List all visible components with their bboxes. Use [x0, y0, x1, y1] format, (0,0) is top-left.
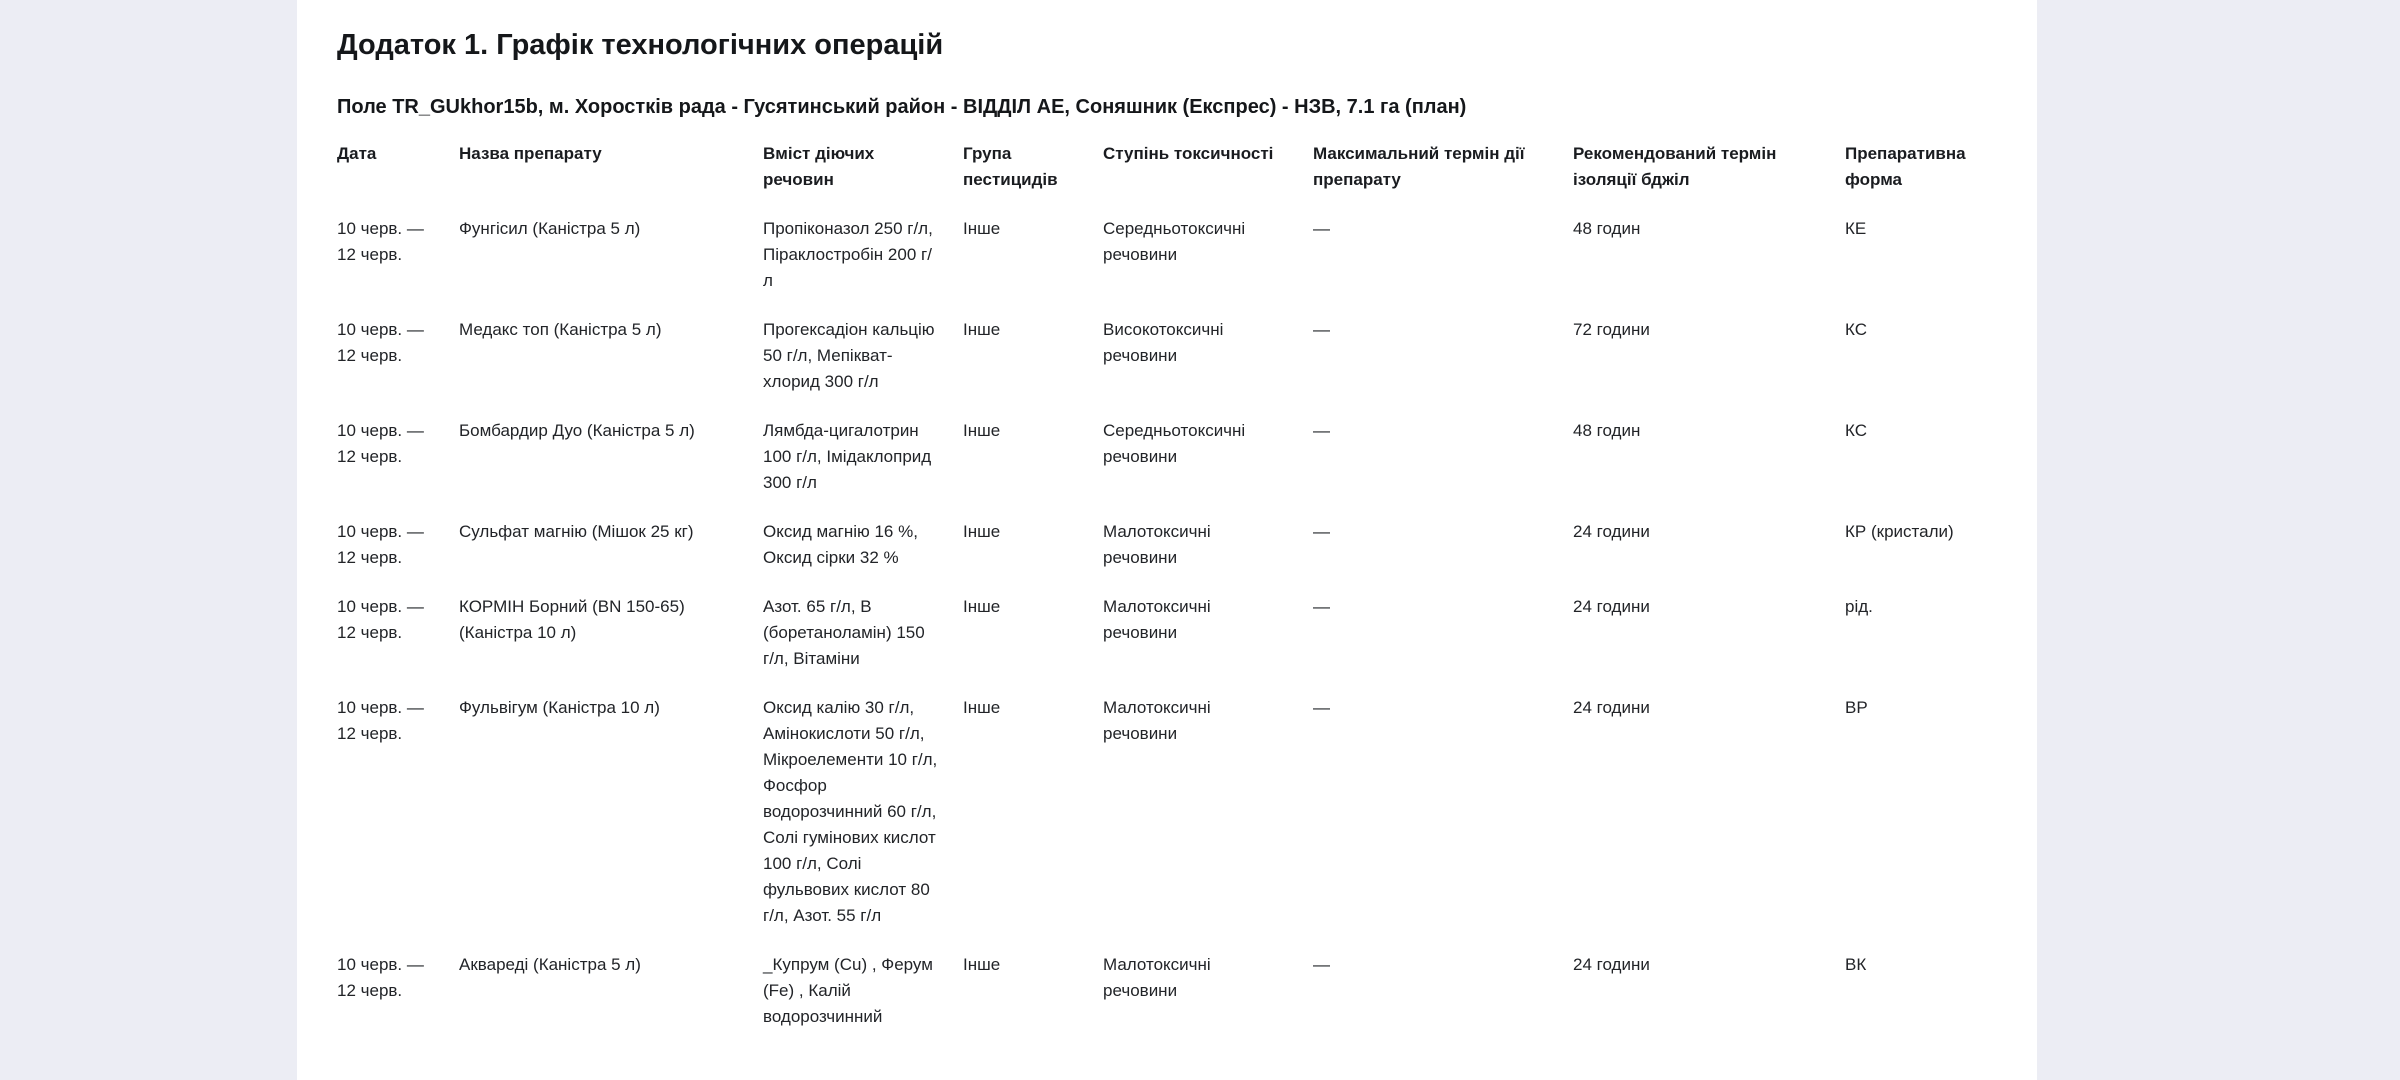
cell-active-ingredients: Лямбда-цигалотрин 100 г/л, Імідаклоприд 300 г/л [763, 421, 932, 492]
field-subtitle: Поле TR_GUkhor15b, м. Хоростків рада - Гусятинський район - ВІДДІЛ АЕ, Соняшник (Експрес) - НЗВ, 7.1 га (план) [337, 96, 1467, 118]
cell-pesticide-group: Інше [963, 522, 1001, 541]
table-row [337, 519, 1995, 594]
cell-toxicity-level: Малотоксичні речовини [1103, 597, 1211, 642]
cell-product-name: Сульфат магнію (Мішок 25 кг) [459, 522, 694, 541]
table-row [337, 216, 1995, 317]
cell-active-ingredients: Прогексадіон кальцію 50 г/л, Мепікват-хлорид 300 г/л [763, 320, 935, 391]
cell-preparative-form: КС [1845, 421, 1867, 440]
cell-date: 10 черв. — 12 черв. [337, 698, 424, 743]
cell-active-ingredients: Азот. 65 г/л, B (боретаноламін) 150 г/л, Вітаміни [763, 597, 925, 668]
cell-product-name: Медакс топ (Каністра 5 л) [459, 320, 662, 339]
cell-toxicity-level: Середньотоксичні речовини [1103, 421, 1246, 466]
table-header-row [337, 141, 1995, 216]
cell-pesticide-group: Інше [963, 597, 1001, 616]
cell-date: 10 черв. — 12 черв. [337, 955, 424, 1000]
cell-toxicity-level: Малотоксичні речовини [1103, 955, 1211, 1000]
cell-toxicity-level: Високотоксичні речовини [1103, 320, 1224, 365]
cell-max-term: — [1313, 698, 1330, 717]
cell-bee-isolation: 24 години [1573, 597, 1650, 616]
cell-product-name: Аквареді (Каністра 5 л) [459, 955, 641, 974]
cell-max-term: — [1313, 597, 1330, 616]
col-header-active-ingredients: Вміст діючих речовин [763, 144, 875, 189]
cell-active-ingredients: Оксид магнію 16 %, Оксид сірки 32 % [763, 522, 918, 567]
col-header-bee-isolation: Рекомендований термін ізоляції бджіл [1573, 144, 1777, 189]
cell-bee-isolation: 48 годин [1573, 219, 1641, 238]
cell-bee-isolation: 72 години [1573, 320, 1650, 339]
cell-product-name: Фульвігум (Каністра 10 л) [459, 698, 660, 717]
cell-preparative-form: КС [1845, 320, 1867, 339]
cell-bee-isolation: 24 години [1573, 955, 1650, 974]
table-row [337, 594, 1995, 695]
cell-pesticide-group: Інше [963, 698, 1001, 717]
col-header-toxicity-level: Ступінь токсичності [1103, 144, 1274, 163]
cell-date: 10 черв. — 12 черв. [337, 421, 424, 466]
table-row [337, 418, 1995, 519]
table-row [337, 952, 1995, 1053]
cell-date: 10 черв. — 12 черв. [337, 522, 424, 567]
cell-product-name: КОРМІН Борний (BN 150-65) (Каністра 10 л) [459, 597, 685, 642]
cell-bee-isolation: 48 годин [1573, 421, 1641, 440]
cell-toxicity-level: Малотоксичні речовини [1103, 698, 1211, 743]
cell-max-term: — [1313, 522, 1330, 541]
cell-max-term: — [1313, 219, 1330, 238]
col-header-product-name: Назва препарату [459, 144, 602, 163]
cell-product-name: Бомбардир Дуо (Каністра 5 л) [459, 421, 695, 440]
cell-bee-isolation: 24 години [1573, 698, 1650, 717]
cell-date: 10 черв. — 12 черв. [337, 219, 424, 264]
col-header-pesticide-group: Група пестицидів [963, 144, 1058, 189]
cell-active-ingredients: _Купрум (Cu) , Ферум (Fe) , Калій водорозчинний [763, 955, 933, 1026]
table-row [337, 317, 1995, 418]
cell-pesticide-group: Інше [963, 219, 1001, 238]
table-row [337, 695, 1995, 952]
cell-preparative-form: КЕ [1845, 219, 1867, 238]
cell-max-term: — [1313, 421, 1330, 440]
cell-pesticide-group: Інше [963, 320, 1001, 339]
col-header-preparative-form: Препаративна форма [1845, 144, 1966, 189]
cell-active-ingredients: Пропіконазол 250 г/л, Піраклостробін 200 г/л [763, 219, 933, 290]
cell-date: 10 черв. — 12 черв. [337, 597, 424, 642]
document-page [297, 0, 2037, 1080]
page-title: Додаток 1. Графік технологічних операцій [337, 29, 944, 61]
cell-preparative-form: ВР [1845, 698, 1868, 717]
cell-pesticide-group: Інше [963, 955, 1001, 974]
cell-bee-isolation: 24 години [1573, 522, 1650, 541]
cell-max-term: — [1313, 955, 1330, 974]
col-header-date: Дата [337, 144, 377, 163]
cell-active-ingredients: Оксид калію 30 г/л, Амінокислоти 50 г/л, Мікроелементи 10 г/л, Фосфор водорозчинний 60 г/л, Солі гумінових кислот 100 г/л, Солі фульвових кислот 80 г/л, Азот. 55 г/л [763, 698, 938, 925]
cell-pesticide-group: Інше [963, 421, 1001, 440]
col-header-max-term: Максимальний термін дії препарату [1313, 144, 1525, 189]
cell-max-term: — [1313, 320, 1330, 339]
cell-date: 10 черв. — 12 черв. [337, 320, 424, 365]
cell-toxicity-level: Малотоксичні речовини [1103, 522, 1211, 567]
operations-table [337, 141, 1995, 1053]
cell-toxicity-level: Середньотоксичні речовини [1103, 219, 1246, 264]
cell-preparative-form: КР (кристали) [1845, 522, 1954, 541]
cell-preparative-form: ВК [1845, 955, 1867, 974]
cell-preparative-form: рід. [1845, 597, 1873, 616]
cell-product-name: Фунгісил (Каністра 5 л) [459, 219, 641, 238]
